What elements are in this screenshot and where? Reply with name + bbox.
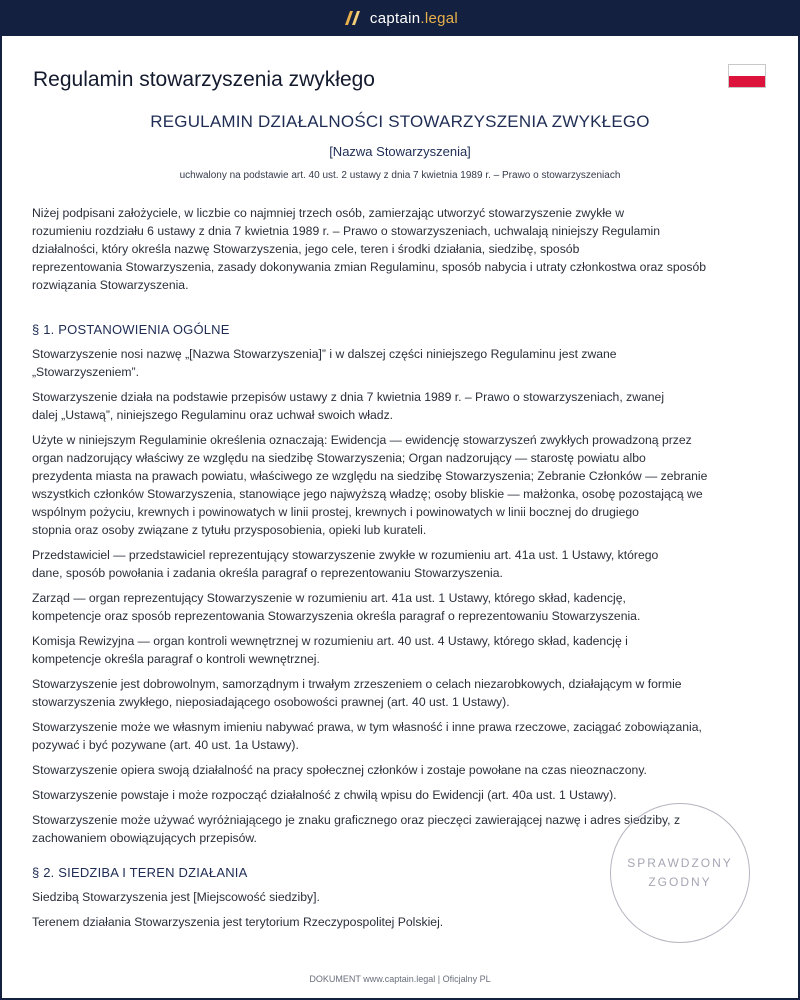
stamp-line: ZGODNY	[648, 875, 712, 889]
intro-line: działalności, który określa nazwę Stowarzyszenia, jego cele, teren i środki działania, siedzibę, sposób	[32, 242, 580, 256]
brand-name[interactable]: captain.legal	[369, 9, 459, 27]
section-1-paragraph: Stowarzyszenie może używać wyróżniającego je znaku graficznego oraz pieczęci zawierającej nazwę i adres siedziby, z zachowaniem obowiązujących przepisów.	[32, 813, 681, 845]
section-2-paragraph: Terenem działania Stowarzyszenia jest terytorium Rzeczypospolitej Polskiej.	[32, 915, 444, 929]
page-title: Regulamin stowarzyszenia zwykłego	[33, 68, 375, 91]
poland-flag-icon[interactable]	[728, 64, 766, 88]
stamp-line: SPRAWDZONY	[627, 856, 733, 870]
section-1-title: § 1. POSTANOWIENIA OGÓLNE	[32, 322, 230, 337]
top-bar	[0, 0, 800, 36]
captain-logo-icon	[342, 10, 362, 26]
section-1-paragraph: Stowarzyszenie powstaje i może rozpocząć działalność z chwilą wpisu do Ewidencji (art. 40a ust. 1 Ustawy).	[32, 788, 617, 802]
section-1-paragraph: Stowarzyszenie działa na podstawie przepisów ustawy z dnia 7 kwietnia 1989 r. – Prawo o stowarzyszeniach, zwanej dalej „Ustawą”, niniejszego Regulaminu oraz uchwał swoich władz.	[32, 390, 665, 422]
section-2-paragraph: Siedzibą Stowarzyszenia jest [Miejscowość siedziby].	[32, 890, 320, 904]
document-heading: REGULAMIN DZIAŁALNOŚCI STOWARZYSZENIA ZWYKŁEGO	[150, 112, 650, 131]
intro-line: Niżej podpisani założyciele, w liczbie co najmniej trzech osób, zamierzając utworzyć stowarzyszenie zwykłe w	[32, 206, 624, 220]
section-1-paragraph: Stowarzyszenie opiera swoją działalność na pracy społecznej członków i zostaje powołane na czas nieoznaczony.	[32, 763, 647, 777]
section-1-paragraph: Stowarzyszenie może we własnym imieniu nabywać prawa, w tym własność i inne prawa rzeczowe, zaciągać zobowiązania, pozywać i być pozywane (art. 40 ust. 1a Ustawy).	[32, 720, 702, 752]
association-name-placeholder: [Nazwa Stowarzyszenia]	[329, 144, 471, 159]
section-1-paragraph: Zarząd — organ reprezentujący Stowarzyszenie w rozumieniu art. 41a ust. 1 Ustawy, którego skład, kadencję, kompetencje oraz sposób reprezentowania Stowarzyszenia określa paragraf o reprezentowaniu Stowarzyszenia.	[32, 591, 641, 623]
section-1-paragraph: Stowarzyszenie jest dobrowolnym, samorządnym i trwałym zrzeszeniem o celach niezarobkowych, działającym w formie stowarzyszenia zwykłego, nieposiadającego osobowości prawnej (art. 40 ust. 1 Ustawy).	[32, 677, 682, 709]
document-footer: DOKUMENT www.captain.legal | Oficjalny PL	[309, 974, 491, 984]
document-subheading: uchwalony na podstawie art. 40 ust. 2 ustawy z dnia 7 kwietnia 1989 r. – Prawo o stowarzyszeniach	[179, 170, 621, 181]
section-1-paragraph: Przedstawiciel — przedstawiciel reprezentujący stowarzyszenie zwykłe w rozumieniu art. 41a ust. 1 Ustawy, którego dane, sposób powołania i zadania określa paragraf o reprezentowaniu Stowarzyszenia.	[32, 548, 659, 580]
intro-line: rozumieniu rozdziału 6 ustawy z dnia 7 kwietnia 1989 r. – Prawo o stowarzyszeniach, uchwalają niniejszy Regulamin	[32, 224, 660, 238]
verified-stamp	[610, 803, 750, 943]
section-1-paragraph: Stowarzyszenie nosi nazwę „[Nazwa Stowarzyszenia]” i w dalszej części niniejszego Regulaminu jest zwane „Stowarzyszeniem”.	[32, 347, 617, 379]
intro-line: rozwiązania Stowarzyszenia.	[32, 278, 189, 292]
intro-paragraph	[32, 204, 772, 294]
section-2-title: § 2. SIEDZIBA I TEREN DZIAŁANIA	[32, 865, 248, 880]
intro-line: reprezentowania Stowarzyszenia, zasady dokonywania zmian Regulaminu, sposób nabycia i utraty członkostwa oraz sposób	[32, 260, 707, 274]
document-page	[2, 36, 798, 998]
section-1-paragraph: Komisja Rewizyjna — organ kontroli wewnętrznej w rozumieniu art. 40 ust. 4 Ustawy, którego skład, kadencję i kompetencje określa paragraf o kontroli wewnętrznej.	[32, 634, 628, 666]
section-1-paragraph: Użyte w niniejszym Regulaminie określenia oznaczają: Ewidencja — ewidencję stowarzyszeń zwykłych prowadzoną przez organ nadzorujący właściwy ze względu na siedzibę Stowarzyszenia; Organ nadzorujący — starostę powiatu albo prezydenta miasta na prawach powiatu, właściwego ze względu na siedzibę Stowarzyszenia; Zebranie Członków — zebranie wszystkich członków Stowarzyszenia, stanowiące jego najwyższą władzę; osoby bliskie — małżonka, osobę pozostającą we wspólnym pożyciu, krewnych i powinowatych w linii prostej, krewnych i powinowatych w linii bocznej do drugiego stopnia oraz osoby związane z tytułu przysposobienia, opieki lub kurateli.	[32, 433, 708, 537]
